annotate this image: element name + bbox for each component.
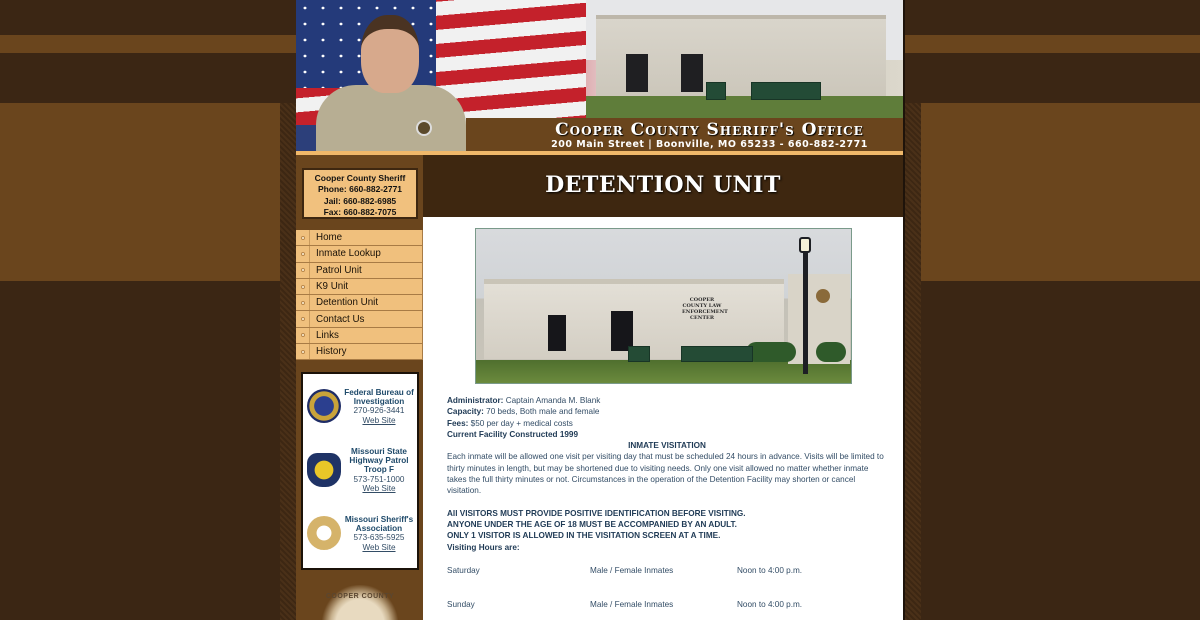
bullet-icon	[301, 252, 305, 256]
web-site-link[interactable]: Web Site	[362, 542, 396, 552]
hours-time: Noon to 4:00 p.m.	[737, 600, 803, 610]
contact-fax: Fax: 660-882-7075	[323, 206, 397, 217]
sheriffs-association-seal-icon	[307, 516, 341, 550]
rule-line: ANYONE UNDER THE AGE OF 18 MUST BE ACCOMPANIED BY AN ADULT.	[447, 519, 737, 529]
nav-bullet-cell	[296, 246, 310, 261]
hours-day: Sunday	[447, 600, 475, 610]
lamp-head	[799, 237, 811, 253]
fees-value: $50 per day + medical costs	[470, 418, 573, 428]
header-building-photo	[596, 15, 886, 100]
nav-label: Detention Unit	[316, 297, 379, 309]
link-text	[341, 515, 417, 552]
uniform	[316, 85, 466, 152]
nav-bullet-cell	[296, 344, 310, 359]
bench	[706, 82, 726, 100]
link-phone: 573-635-5925	[353, 533, 405, 543]
page-title-bar	[423, 155, 903, 217]
visitor-rules	[447, 508, 887, 542]
capacity-line	[447, 406, 887, 417]
window	[548, 315, 566, 351]
grass	[576, 96, 903, 120]
bullet-icon	[301, 317, 305, 321]
nav-bullet-cell	[296, 328, 310, 343]
hedge	[746, 342, 796, 362]
nav-label: Patrol Unit	[316, 264, 362, 276]
nav-item-contact-us[interactable]	[296, 311, 423, 327]
nav-label: K9 Unit	[316, 281, 349, 293]
capacity-label: Capacity:	[447, 407, 484, 417]
detention-facility-photo	[475, 228, 852, 384]
badge-icon	[416, 120, 432, 136]
fbi-seal-icon	[307, 389, 341, 423]
bench	[751, 82, 821, 100]
hours-time: Noon to 4:00 p.m.	[737, 565, 803, 575]
nav-label: Contact Us	[316, 313, 365, 325]
nav-bullet-cell	[296, 311, 310, 326]
nav-label: Home	[316, 232, 343, 244]
site-title: Cooper County Sheriff's Office	[555, 120, 864, 140]
rule-line: ONLY 1 VISITOR IS ALLOWED IN THE VISITATION SCREEN AT A TIME.	[447, 531, 721, 541]
badge-text: COOPER COUNTY	[325, 593, 395, 600]
link-phone: 573-751-1000	[353, 474, 405, 484]
sheriff-portrait	[316, 10, 466, 152]
bullet-icon	[301, 236, 305, 240]
visitation-text: Each inmate will be allowed one visit per visiting day that must be scheduled 24 hours in advance. Visits will be limited to thirty minutes in length, but may be shortened due to visiting needs. Only one visit allowed no matter whether inmate takes the full thirty minutes or not. Circumstances in the operation of the Detention Facility may shorten or cancel visitation.	[447, 452, 884, 496]
building-seal	[816, 289, 830, 303]
fees-label: Fees:	[447, 418, 469, 428]
nav-bullet-cell	[296, 295, 310, 310]
nav-label: Inmate Lookup	[316, 248, 381, 260]
page-shadow	[280, 103, 296, 620]
hours-who: Male / Female Inmates	[590, 600, 674, 610]
sheriff-star-badge-icon	[322, 585, 398, 620]
visiting-hours-label: Visiting Hours are:	[447, 542, 520, 552]
link-text	[341, 388, 417, 425]
link-entry-fbi	[307, 388, 417, 425]
contact-box	[302, 168, 418, 219]
page-container	[296, 0, 905, 620]
hours-row-sunday	[447, 599, 887, 610]
visitation-heading: INMATE VISITATION	[628, 441, 706, 451]
nav-item-patrol-unit[interactable]	[296, 263, 423, 279]
capacity-value: 70 beds, Both male and female	[486, 407, 600, 417]
nav-item-k9-unit[interactable]	[296, 279, 423, 295]
bullet-icon	[301, 268, 305, 272]
contact-name: Cooper County Sheriff	[314, 173, 406, 183]
sidebar	[296, 155, 423, 620]
contact-phone: Phone: 660-882-2771	[317, 184, 403, 195]
nav-item-history[interactable]	[296, 344, 423, 360]
fees-line	[447, 418, 887, 429]
page-title: DETENTION UNIT	[545, 172, 781, 198]
head	[361, 15, 419, 93]
nav-bullet-cell	[296, 230, 310, 245]
web-site-link[interactable]: Web Site	[362, 415, 396, 425]
bench	[628, 346, 650, 362]
nav-item-links[interactable]	[296, 328, 423, 344]
site-header-banner	[296, 0, 903, 152]
hedge	[816, 342, 846, 362]
hours-day: Saturday	[447, 565, 480, 575]
facility-info	[447, 395, 887, 610]
nav-item-inmate-lookup[interactable]	[296, 246, 423, 262]
link-entry-sheriffs-association	[307, 515, 417, 552]
highway-patrol-patch-icon	[307, 453, 341, 487]
link-name: Federal Bureau of Investigation	[344, 388, 414, 407]
building-sign: COOPER COUNTY LAW ENFORCEMENT CENTER	[682, 297, 728, 321]
lamp-post	[803, 239, 808, 374]
bullet-icon	[301, 285, 305, 289]
administrator-value: Captain Amanda M. Blank	[505, 396, 601, 405]
site-title-bar	[466, 118, 903, 152]
administrator-label: Administrator:	[447, 396, 504, 405]
web-site-link[interactable]: Web Site	[362, 483, 396, 493]
bench	[681, 346, 753, 362]
agency-links-box	[301, 372, 419, 570]
nav-label: Links	[316, 329, 339, 341]
window	[626, 54, 648, 92]
link-phone: 270-926-3441	[353, 406, 405, 416]
nav-item-home[interactable]	[296, 230, 423, 246]
constructed-line	[447, 429, 887, 440]
link-text	[341, 447, 417, 493]
window	[681, 54, 703, 92]
window	[611, 311, 633, 351]
link-name: Missouri State Highway Patrol Troop F	[349, 447, 409, 475]
main-nav	[296, 230, 423, 360]
bullet-icon	[301, 333, 305, 337]
site-address: 200 Main Street | Boonville, MO 65233 - 660-882-2771	[551, 139, 868, 150]
nav-label: History	[316, 346, 347, 358]
rule-line: All VISITORS MUST PROVIDE POSITIVE IDENTIFICATION BEFORE VISITING.	[447, 508, 746, 518]
administrator-line	[447, 395, 887, 406]
constructed-text: Current Facility Constructed 1999	[447, 429, 579, 439]
main-content	[423, 217, 903, 620]
link-name: Missouri Sheriff's Association	[344, 515, 414, 534]
link-entry-highway-patrol	[307, 447, 417, 493]
hours-who: Male / Female Inmates	[590, 565, 674, 575]
contact-jail: Jail: 660-882-6985	[323, 195, 397, 206]
bullet-icon	[301, 350, 305, 354]
nav-item-detention-unit[interactable]	[296, 295, 423, 311]
page-shadow	[905, 103, 921, 620]
bullet-icon	[301, 301, 305, 305]
nav-bullet-cell	[296, 263, 310, 278]
nav-bullet-cell	[296, 279, 310, 294]
hours-row-saturday	[447, 565, 887, 576]
